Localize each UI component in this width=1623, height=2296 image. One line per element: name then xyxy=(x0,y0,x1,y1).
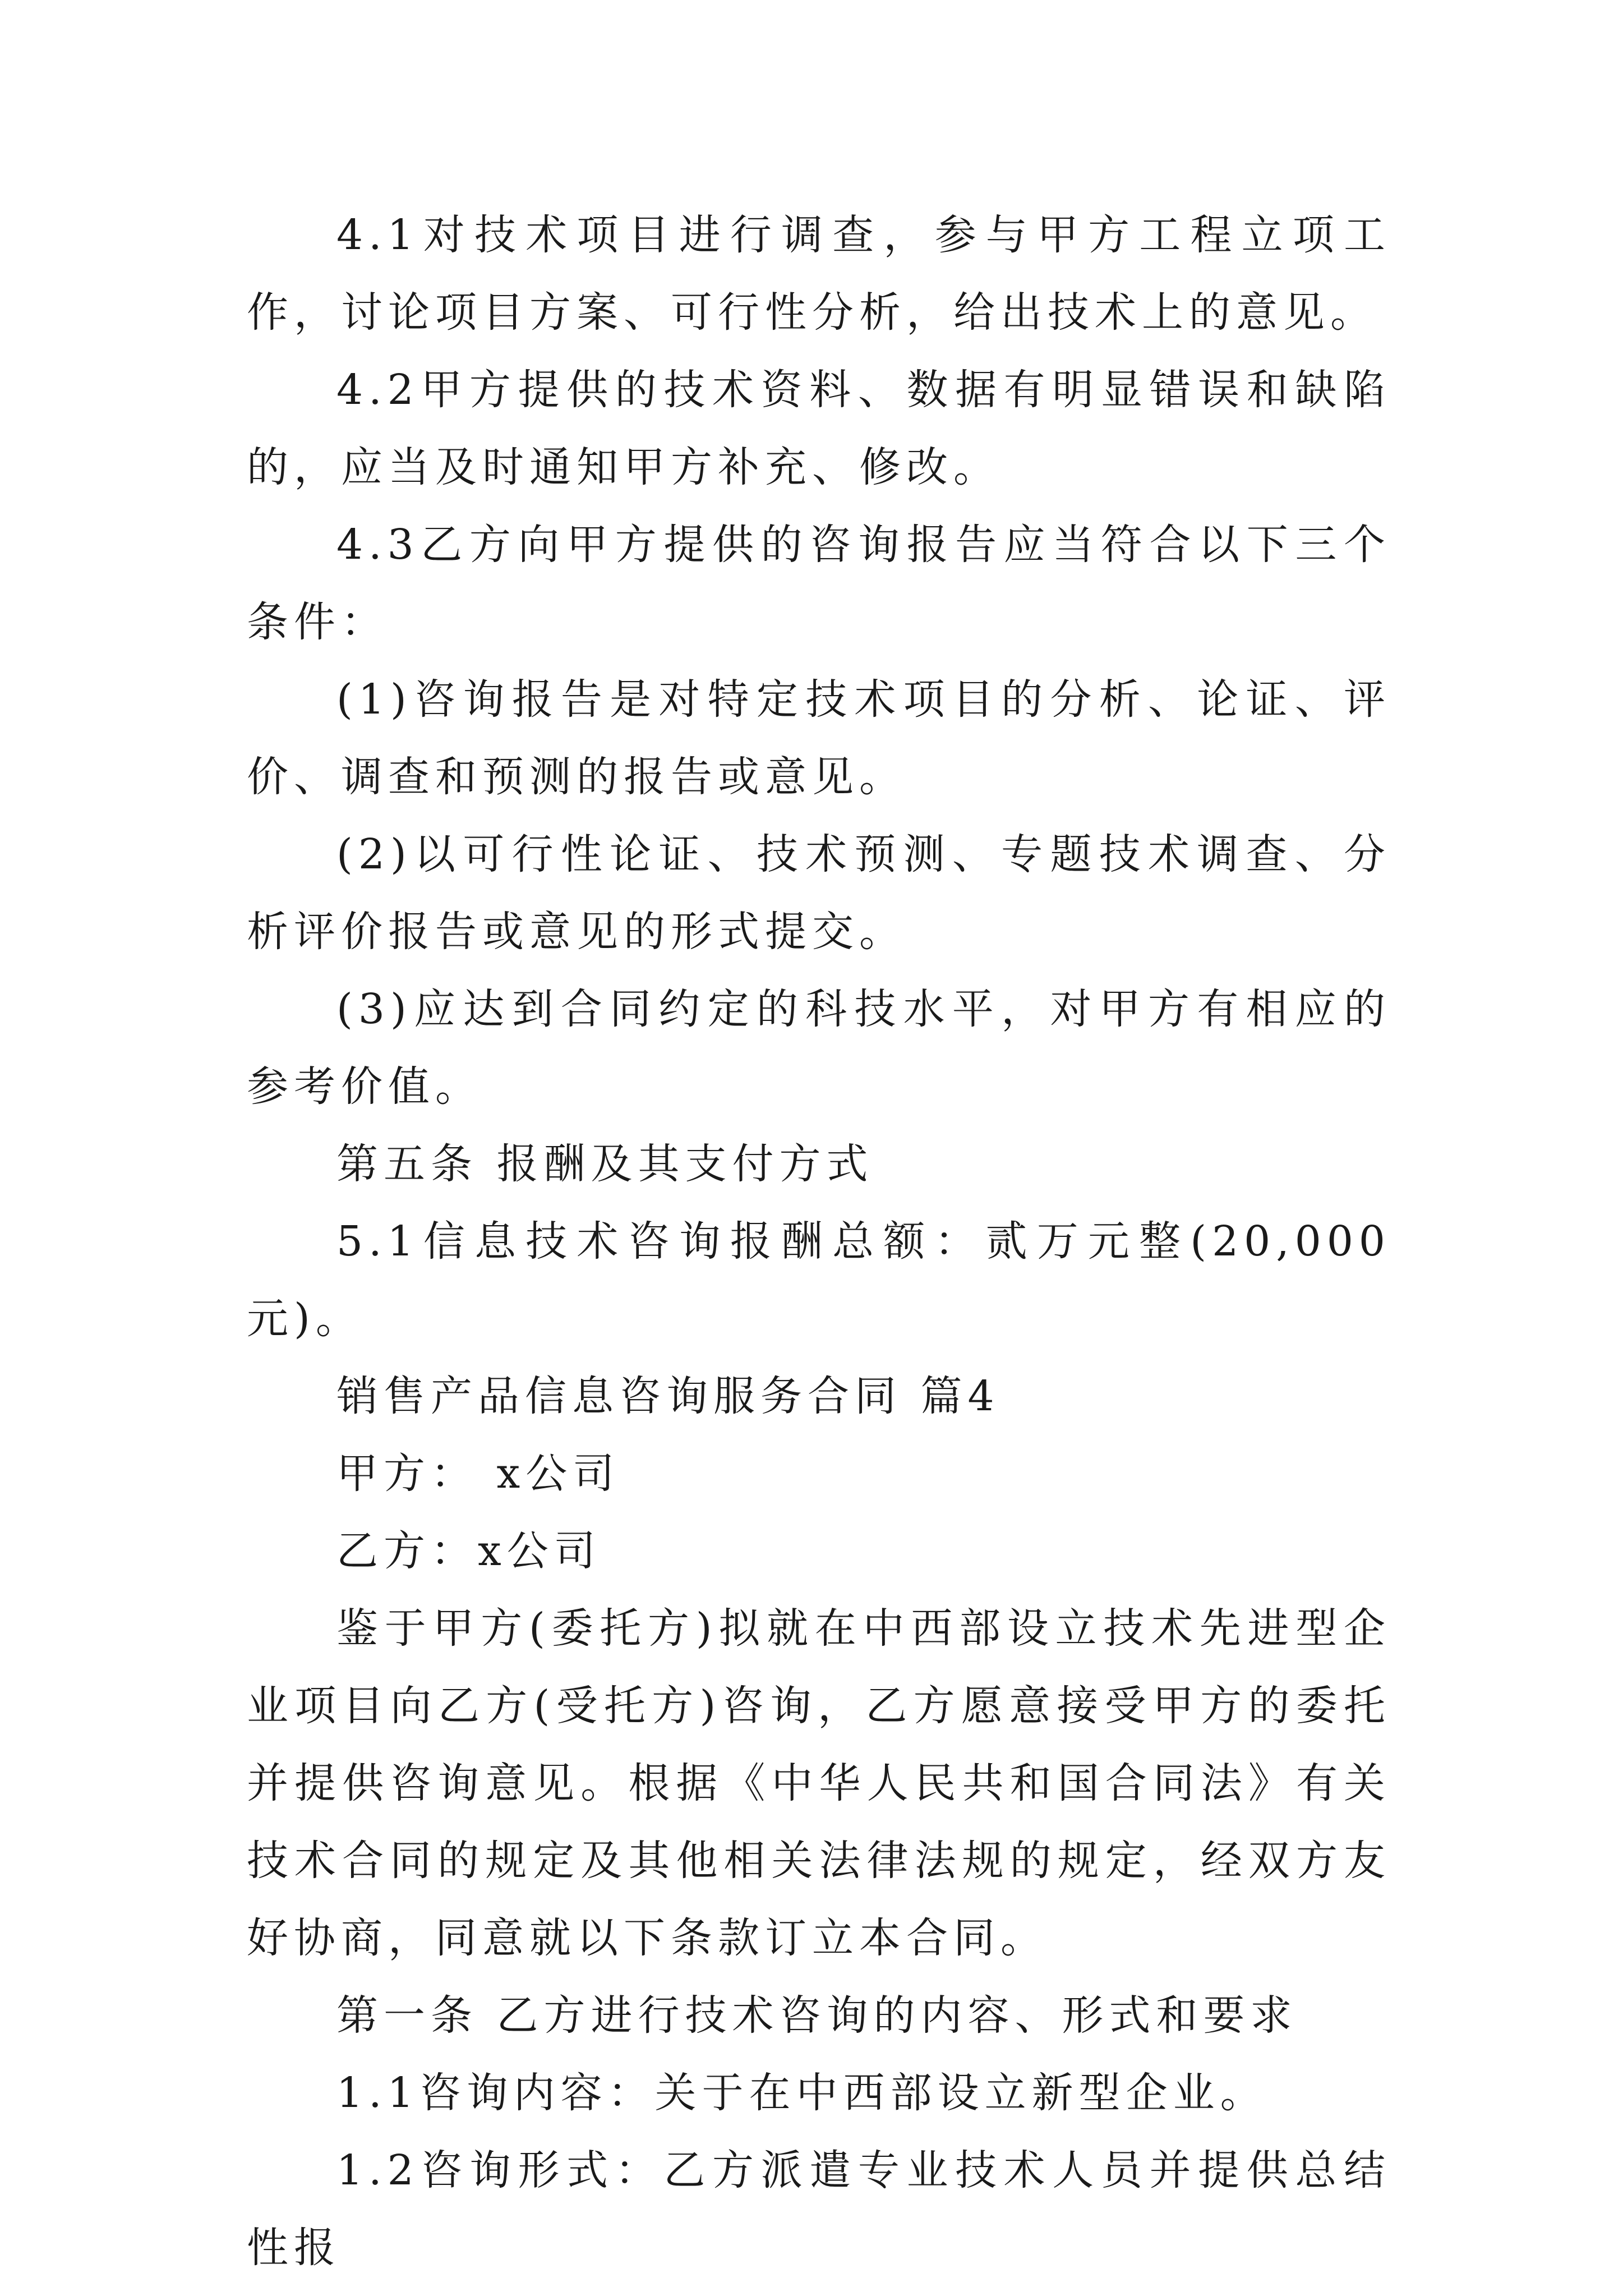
document-page xyxy=(247,196,1391,2286)
condition-item-1: (1)咨询报告是对特定技术项目的分析、论证、评价、调查和预测的报告或意见。 xyxy=(247,675,1391,801)
article-1-heading: 第一条 乙方进行技术咨询的内容、形式和要求 xyxy=(336,1991,1298,2040)
paragraph-4-2: 4.2甲方提供的技术资料、数据有明显错误和缺陷的，应当及时通知甲方补充、修改。 xyxy=(247,366,1391,491)
party-a-line: 甲方： x公司 xyxy=(336,1450,620,1498)
paragraph-5-1: 5.1信息技术咨询报酬总额：贰万元整(20,000元)。 xyxy=(247,1217,1391,1343)
paragraph-1-2: 1.2咨询形式：乙方派遣专业技术人员并提供总结性报 xyxy=(247,2146,1391,2272)
condition-item-2: (2)以可行性论证、技术预测、专题技术调查、分析评价报告或意见的形式提交。 xyxy=(247,830,1391,956)
paragraph-1-1: 1.1咨询内容：关于在中西部设立新型企业。 xyxy=(336,2069,1267,2117)
preamble-paragraph: 鉴于甲方(委托方)拟就在中西部设立技术先进型企业项目向乙方(受托方)咨询，乙方愿意接受甲方的委托并提供咨询意见。根据《中华人民共和国合同法》有关技术合同的规定及其他相关法律法规的规定，经双方友好协商，同意就以下条款订立本合同。 xyxy=(247,1604,1391,1962)
paragraph-4-3: 4.3乙方向甲方提供的咨询报告应当符合以下三个条件： xyxy=(247,521,1391,646)
paragraph-4-1: 4.1对技术项目进行调查，参与甲方工程立项工作，讨论项目方案、可行性分析，给出技术上的意见。 xyxy=(247,211,1391,337)
article-5-heading: 第五条 报酬及其支付方式 xyxy=(336,1140,874,1188)
party-b-line: 乙方：x公司 xyxy=(336,1527,601,1575)
condition-item-3: (3)应达到合同约定的科技水平，对甲方有相应的参考价值。 xyxy=(247,985,1391,1111)
contract-section-title: 销售产品信息咨询服务合同 篇4 xyxy=(336,1372,1000,1420)
